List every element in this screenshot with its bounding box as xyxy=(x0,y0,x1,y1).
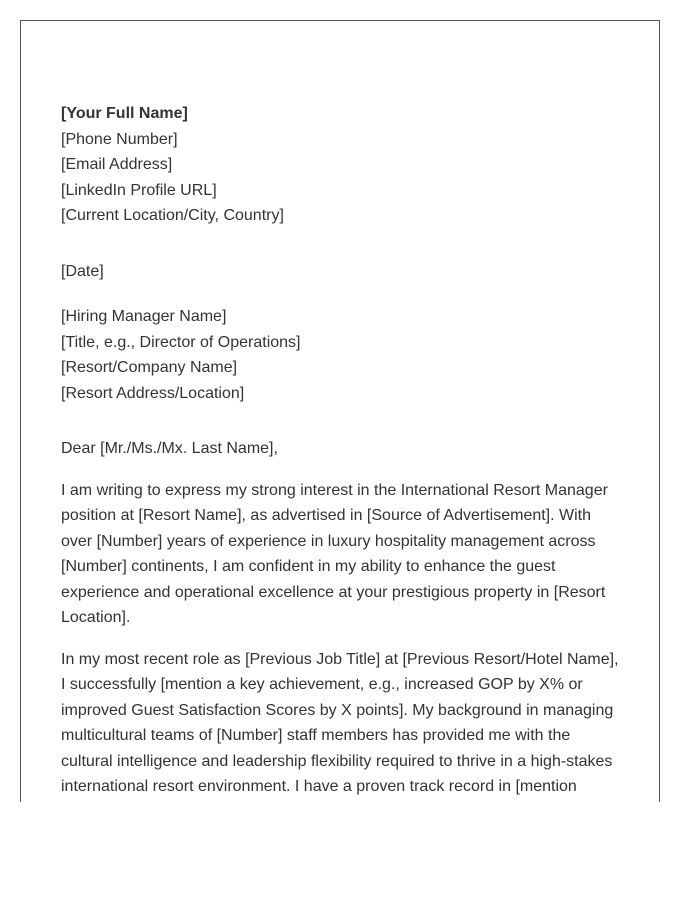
recipient-company: [Resort/Company Name] xyxy=(61,359,238,376)
sender-location: [Current Location/City, Country] xyxy=(61,207,284,224)
sender-block xyxy=(61,101,621,229)
letter-page xyxy=(20,20,660,802)
recipient-title: [Title, e.g., Director of Operations] xyxy=(61,333,301,351)
sender-name: [Your Full Name] xyxy=(61,105,188,122)
body-paragraph-1: I am writing to express my strong interest in the International Resort Manager position at [Resort Name], as advertised in [Source of Advertisement]. With over [Number] years of experience in luxury hospitality management across [Number] continents, I am confident in my ability to enhance the guest experience and operational excellence at your prestigious property in [Resort Location]. xyxy=(61,481,608,626)
recipient-name: [Hiring Manager Name] xyxy=(61,308,227,325)
sender-linkedin: [LinkedIn Profile URL] xyxy=(61,181,217,199)
letter-date: [Date] xyxy=(61,262,104,280)
recipient-block xyxy=(61,304,621,406)
body-paragraph-2: In my most recent role as [Previous Job Title] at [Previous Resort/Hotel Name], I successfully [mention a key achievement, e.g., increased GOP by X% or improved Guest Satisfaction Scores by X points]. My background in managing multicultural teams of [Number] staff members has provided me with the cultural intelligence and leadership flexibility required to thrive in a high-stakes international resort environment. I have a proven track record in [mention xyxy=(61,650,619,795)
sender-phone: [Phone Number] xyxy=(61,130,178,148)
recipient-address: [Resort Address/Location] xyxy=(61,384,245,402)
letter-content xyxy=(61,101,621,800)
salutation: Dear [Mr./Ms./Mx. Last Name], xyxy=(61,440,278,457)
date-block xyxy=(61,259,621,285)
sender-email: [Email Address] xyxy=(61,156,173,173)
salutation-block xyxy=(61,436,621,462)
